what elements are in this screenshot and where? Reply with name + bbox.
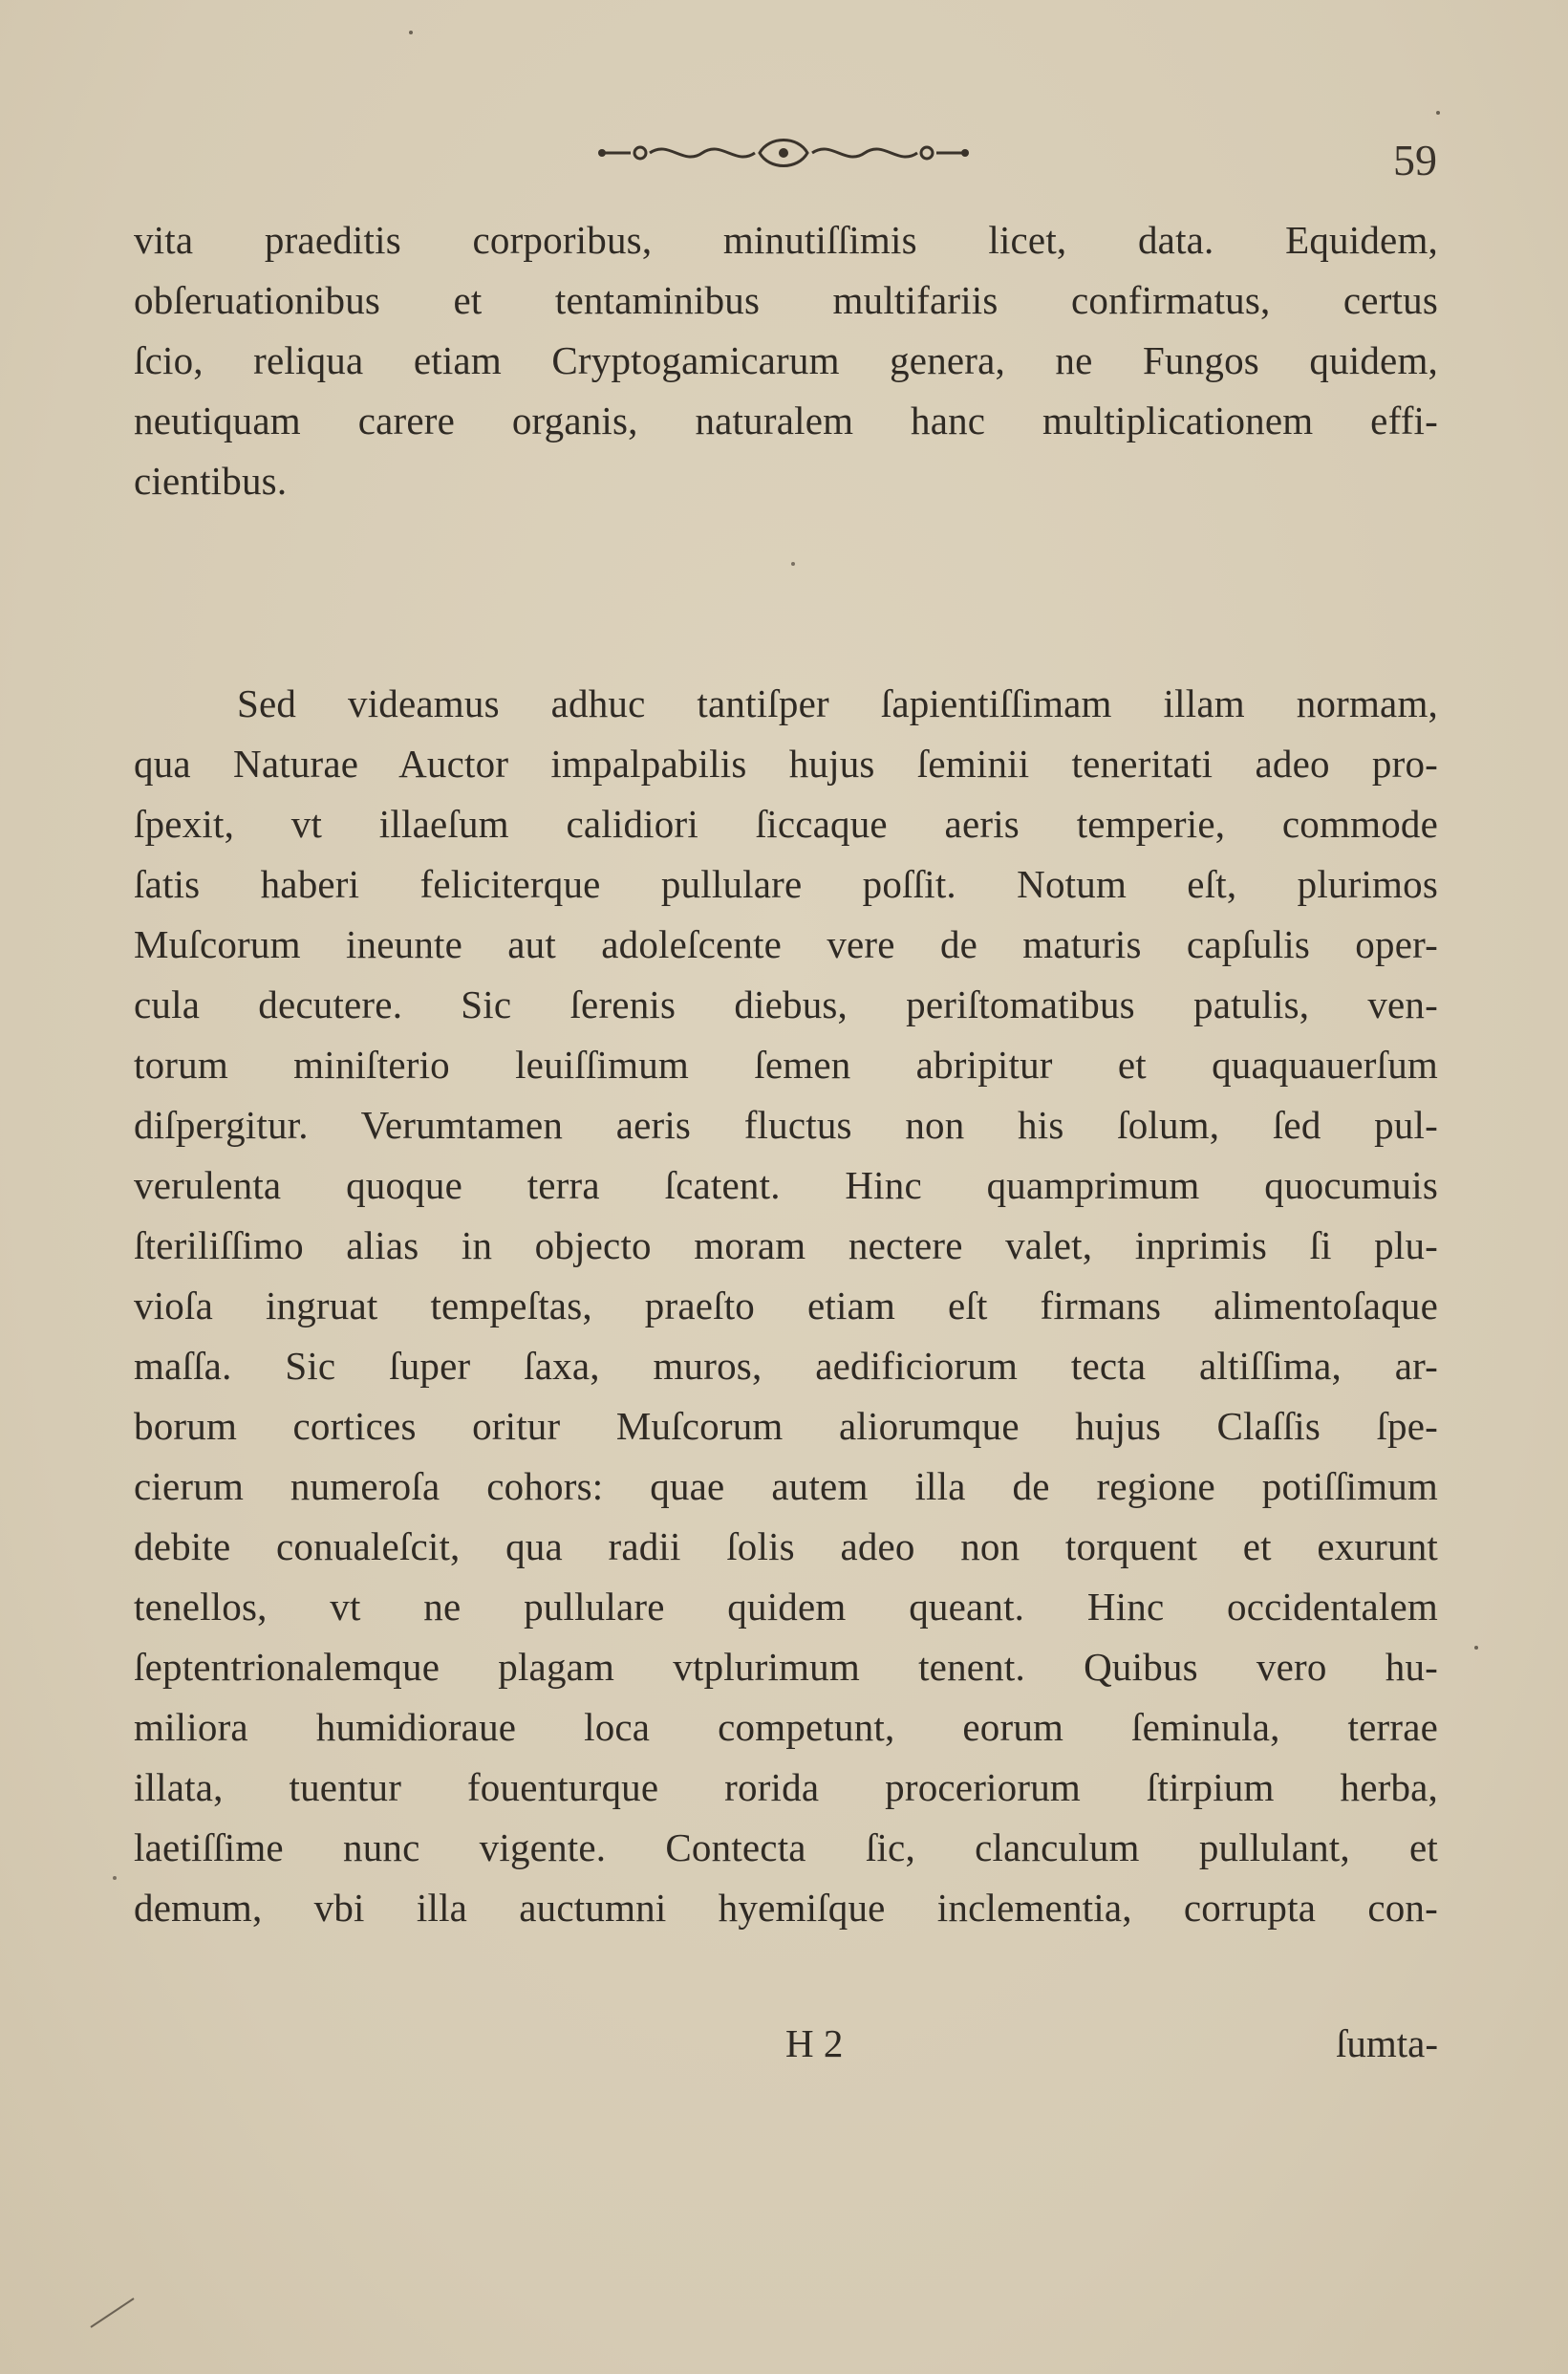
text-line: illata, tuentur fouenturque rorida proceriorum ſtirpium herba, <box>134 1765 1438 1809</box>
text-line: maſſa. Sic ſuper ſaxa, muros, aedificiorum tecta altiſſima, ar- <box>134 1344 1438 1388</box>
text-line: Muſcorum ineunte aut adoleſcente vere de maturis capſulis oper- <box>134 922 1438 966</box>
text-line: ſatis haberi feliciterque pullulare poſſit. Notum eſt, plurimos <box>134 862 1438 906</box>
text-line: qua Naturae Auctor impalpabilis hujus ſeminii teneritati adeo pro- <box>134 742 1438 786</box>
text-line: vita praeditis corporibus, minutiſſimis licet, data. Equidem, <box>134 218 1438 262</box>
text-line: ſeptentrionalemque plagam vtplurimum tenent. Quibus vero hu- <box>134 1645 1438 1689</box>
text-line: borum cortices oritur Muſcorum aliorumque hujus Claſſis ſpe- <box>134 1404 1438 1448</box>
text-line: ſcio, reliqua etiam Cryptogamicarum genera, ne Fungos quidem, <box>134 338 1438 382</box>
catchword: ſumta- <box>1335 2021 1438 2065</box>
text-line: vioſa ingruat tempeſtas, praeſto etiam eſt firmans alimentoſaque <box>134 1284 1438 1327</box>
text-line: demum, vbi illa auctumni hyemiſque inclementia, corrupta con- <box>134 1886 1438 1930</box>
text-line: obſeruationibus et tentaminibus multifariis confirmatus, certus <box>134 278 1438 322</box>
text-line: debite conualeſcit, qua radii ſolis adeo non torquent et exurunt <box>134 1524 1438 1568</box>
signature-mark: H 2 <box>785 2021 844 2065</box>
page-number: 59 <box>1393 136 1437 184</box>
text-line: neutiquam carere organis, naturalem hanc multiplicationem effi- <box>134 399 1438 442</box>
text-line: diſpergitur. Verumtamen aeris fluctus non his ſolum, ſed pul- <box>134 1103 1438 1147</box>
text-line: Sed videamus adhuc tantiſper ſapientiſſimam illam normam, <box>237 681 1438 725</box>
text-line: cientibus. <box>134 459 288 503</box>
text-line: laetiſſime nunc vigente. Contecta ſic, clanculum pullulant, et <box>134 1825 1438 1869</box>
text-line: tenellos, vt ne pullulare quidem queant. Hinc occidentalem <box>134 1585 1438 1629</box>
text-line: miliora humidioraue loca competunt, eorum ſeminula, terrae <box>134 1705 1438 1749</box>
text-line: ſpexit, vt illaeſum calidiori ſiccaque aeris temperie, commode <box>134 802 1438 846</box>
text-line: torum miniſterio leuiſſimum ſemen abripitur et quaquauerſum <box>134 1043 1438 1087</box>
text-line: ſteriliſſimo alias in objecto moram nectere valet, inprimis ſi plu- <box>134 1223 1438 1267</box>
text-line: cierum numeroſa cohors: quae autem illa de regione potiſſimum <box>134 1464 1438 1508</box>
text-line: cula decutere. Sic ſerenis diebus, periſtomatibus patulis, ven- <box>134 982 1438 1026</box>
text-line: verulenta quoque terra ſcatent. Hinc quamprimum quocumuis <box>134 1163 1438 1207</box>
